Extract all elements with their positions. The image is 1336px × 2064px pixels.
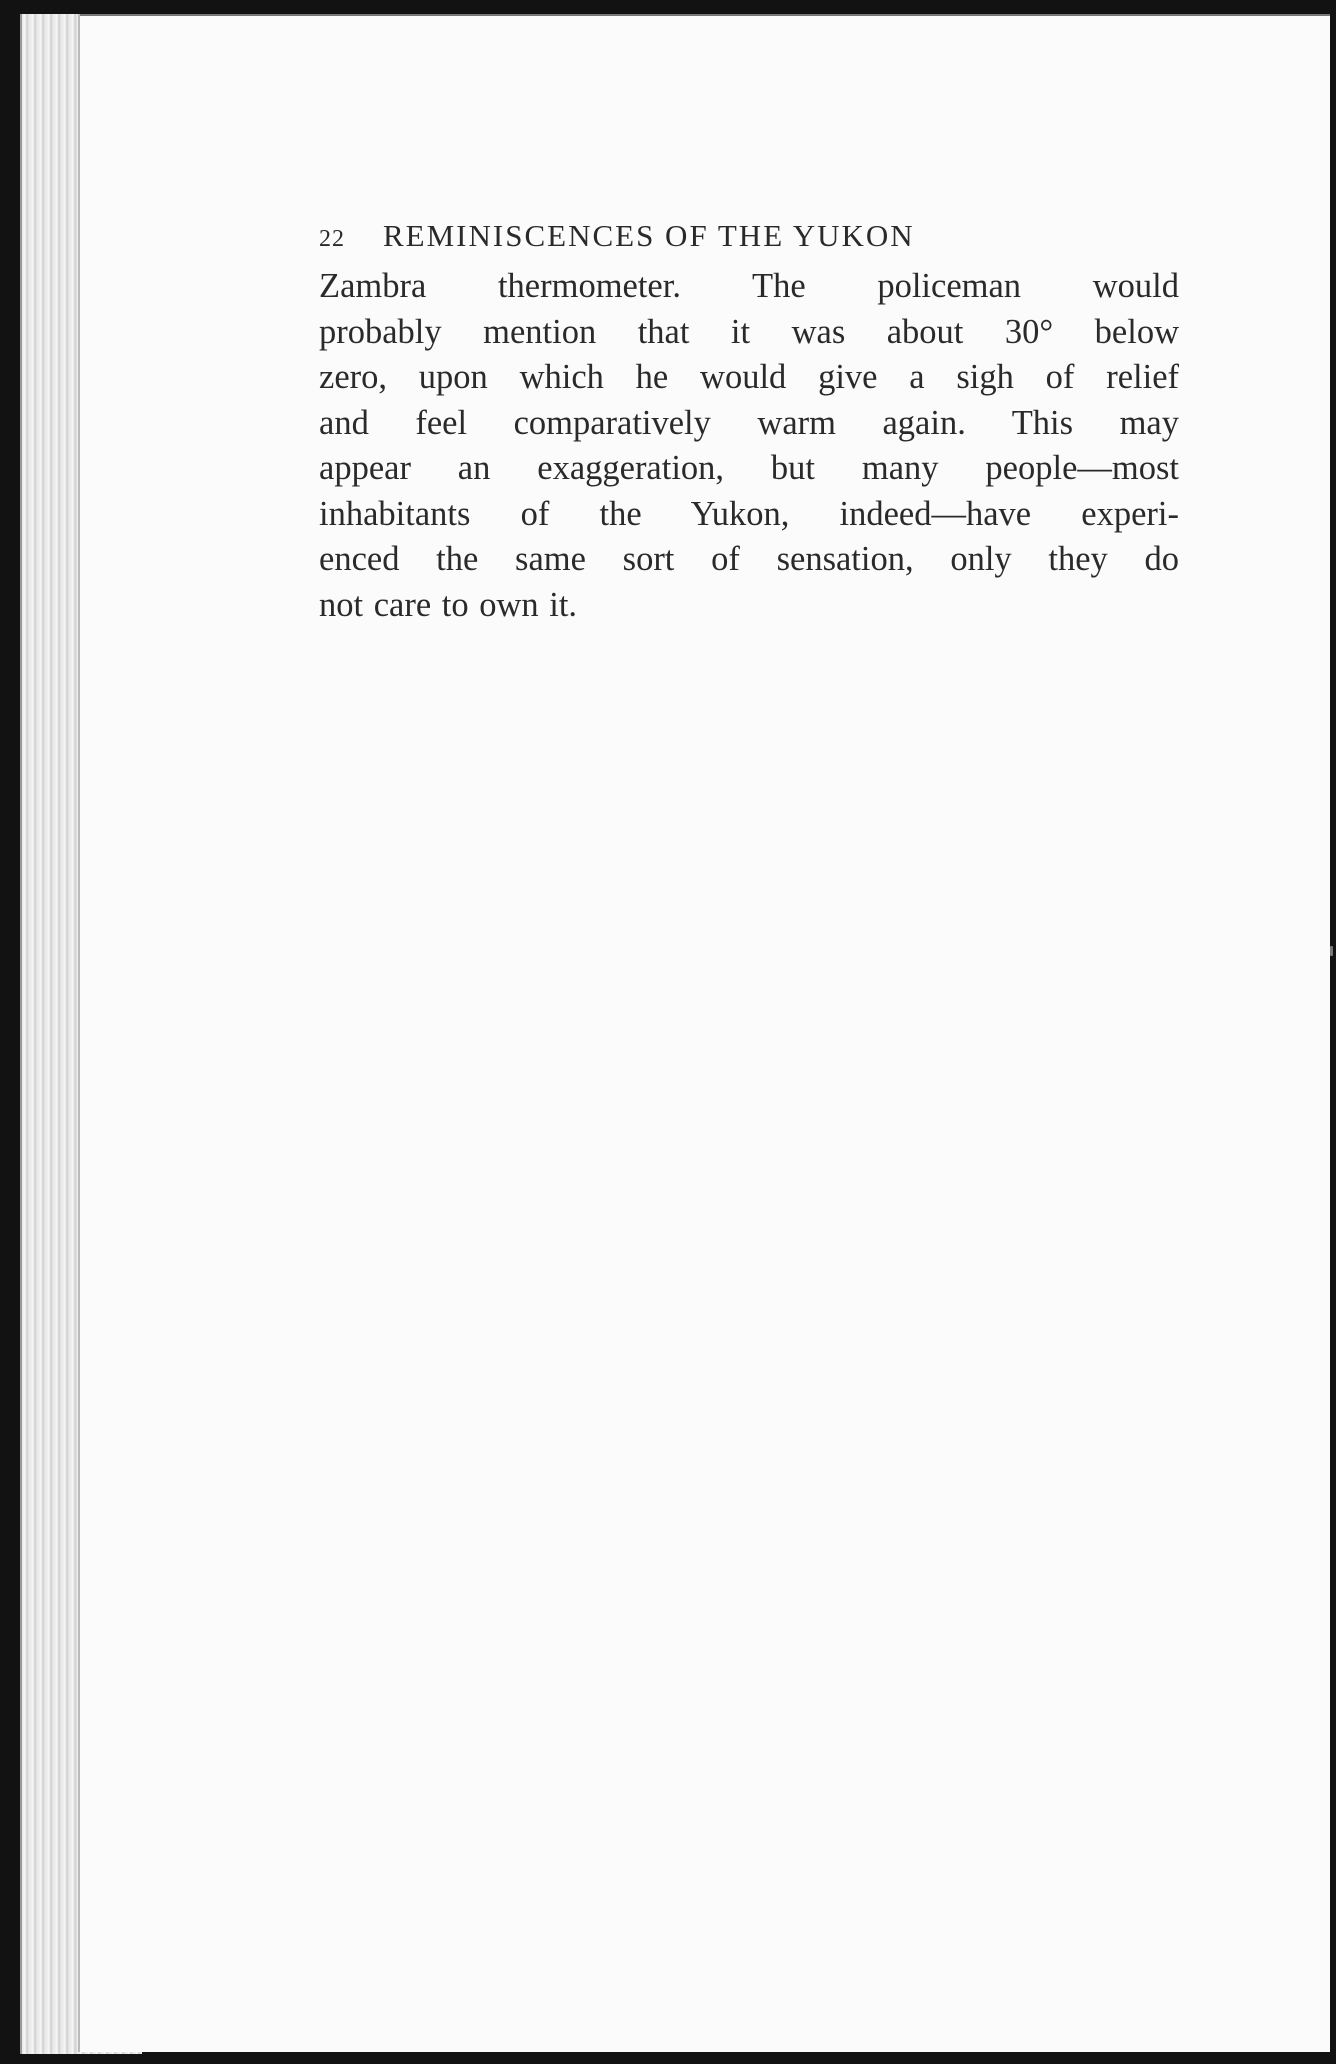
text-line: probably mention that it was about 30° below xyxy=(319,312,1179,351)
body-paragraph xyxy=(319,264,1179,628)
text-line: appear an exaggeration, but many people—most xyxy=(319,449,1179,487)
page-content xyxy=(319,218,1179,628)
running-head xyxy=(319,218,1179,264)
page-number: 22 xyxy=(319,226,345,252)
running-title: REMINISCENCES OF THE YUKON xyxy=(383,218,915,253)
text-line: enced the same sort of sensation, only they do xyxy=(319,540,1179,578)
text-line: Zambra thermometer. The policeman would xyxy=(319,267,1179,305)
text-line: zero, upon which he would give a sigh of relief xyxy=(319,358,1179,396)
scan-speck xyxy=(1330,946,1333,956)
text-line: and feel comparatively warm again. This may xyxy=(319,403,1179,442)
text-line: not care to own it. xyxy=(319,585,578,624)
text-line: inhabitants of the Yukon, indeed—have experi- xyxy=(319,494,1179,533)
